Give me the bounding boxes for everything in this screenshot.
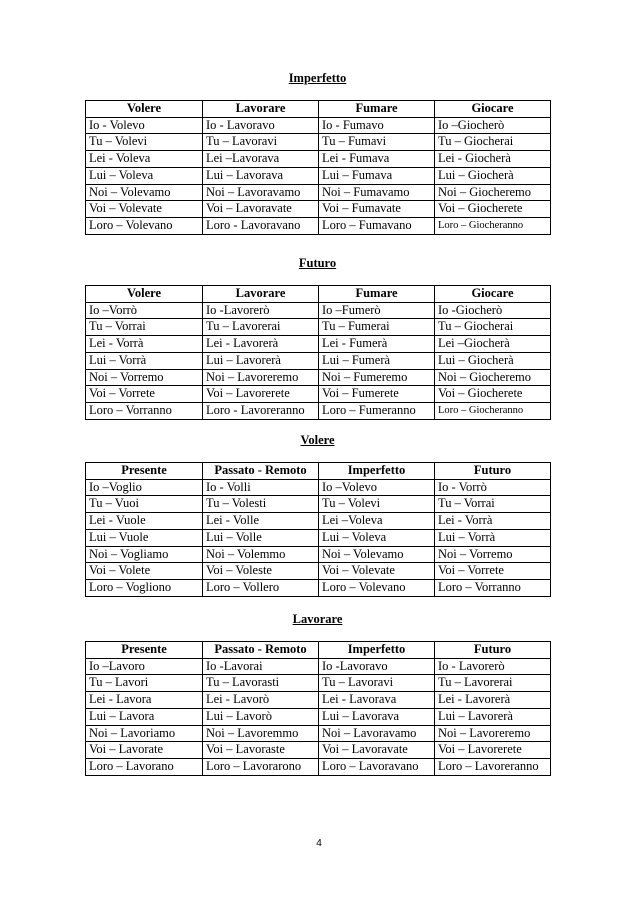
- table-row: [86, 184, 551, 201]
- table-row: [86, 117, 551, 134]
- table-cell: Lui – Lavorò: [203, 708, 319, 725]
- table-row: [86, 386, 551, 403]
- table-row: [86, 725, 551, 742]
- table-row: [86, 217, 551, 234]
- table-cell: Lui – Vorrà: [86, 352, 203, 369]
- table-cell: Tu – Lavorerai: [203, 319, 319, 336]
- table-cell: Loro – Volevano: [319, 579, 435, 596]
- table-cell: Io -Giocherò: [435, 302, 551, 319]
- table-cell: Loro – Vogliono: [86, 579, 203, 596]
- table-cell: Lei - Volle: [203, 513, 319, 530]
- table-cell: Io –Fumerò: [319, 302, 435, 319]
- table-cell: Noi – Vogliamo: [86, 546, 203, 563]
- column-header: Lavorare: [203, 286, 319, 303]
- table-cell: Loro – Vorranno: [435, 579, 551, 596]
- table-cell: Lui – Lavorava: [319, 708, 435, 725]
- table-cell: Tu – Fumerai: [319, 319, 435, 336]
- table-cell: Voi – Fumerete: [319, 386, 435, 403]
- table-row: [86, 151, 551, 168]
- table-cell: Lei - Vorrà: [86, 336, 203, 353]
- table-cell: Lei –Voleva: [319, 513, 435, 530]
- table-cell: Lui – Voleva: [319, 529, 435, 546]
- column-header: Imperfetto: [319, 642, 435, 659]
- conjugation-table: [85, 100, 551, 235]
- table-cell: Lei - Lavora: [86, 692, 203, 709]
- table-header-row: [86, 642, 551, 659]
- table-cell: Noi – Lavoreremo: [203, 369, 319, 386]
- table-cell: Io -Lavorerò: [203, 302, 319, 319]
- table-row: [86, 758, 551, 775]
- table-cell: Tu – Vuoi: [86, 496, 203, 513]
- table-cell: Lui – Lavorerà: [203, 352, 319, 369]
- table-cell: Lui – Voleva: [86, 167, 203, 184]
- table-cell: Noi – Giocheremo: [435, 184, 551, 201]
- table-cell: Lui – Giocherà: [435, 167, 551, 184]
- column-header: Volere: [86, 286, 203, 303]
- section-futuro: [85, 256, 550, 420]
- table-row: [86, 658, 551, 675]
- table-row: [86, 579, 551, 596]
- table-cell: Noi – Vorremo: [86, 369, 203, 386]
- table-row: [86, 336, 551, 353]
- table-cell: Tu – Lavori: [86, 675, 203, 692]
- table-cell: Tu – Volesti: [203, 496, 319, 513]
- table-cell: Tu – Lavoravi: [319, 675, 435, 692]
- column-header: Lavorare: [203, 101, 319, 118]
- table-row: [86, 134, 551, 151]
- table-cell: Loro – Lavorano: [86, 758, 203, 775]
- table-row: [86, 167, 551, 184]
- table-cell: Lei –Lavorava: [203, 151, 319, 168]
- column-header: Volere: [86, 101, 203, 118]
- table-cell: Tu – Lavoravi: [203, 134, 319, 151]
- table-cell: Loro – Lavorarono: [203, 758, 319, 775]
- table-cell: Tu – Fumavi: [319, 134, 435, 151]
- column-header: Futuro: [435, 642, 551, 659]
- column-header: Passato - Remoto: [203, 463, 319, 480]
- table-row: [86, 529, 551, 546]
- table-cell: Voi – Volevate: [86, 201, 203, 218]
- conjugation-table: [85, 462, 551, 597]
- table-cell: Noi – Fumeremo: [319, 369, 435, 386]
- table-cell: Loro – Giocheranno: [435, 402, 551, 419]
- table-cell: Voi – Lavoravate: [203, 201, 319, 218]
- table-cell: Io - Fumavo: [319, 117, 435, 134]
- table-cell: Io –Lavoro: [86, 658, 203, 675]
- table-cell: Lui – Vuole: [86, 529, 203, 546]
- table-header-row: [86, 286, 551, 303]
- table-cell: Lei - Lavorerà: [435, 692, 551, 709]
- table-row: [86, 302, 551, 319]
- column-header: Imperfetto: [319, 463, 435, 480]
- table-cell: Noi – Lavoreremo: [435, 725, 551, 742]
- table-cell: Voi – Lavorate: [86, 742, 203, 759]
- table-cell: Voi – Volevate: [319, 563, 435, 580]
- column-header: Futuro: [435, 463, 551, 480]
- table-cell: Voi – Vorrete: [435, 563, 551, 580]
- table-cell: Noi – Volemmo: [203, 546, 319, 563]
- table-row: [86, 402, 551, 419]
- table-cell: Lui – Fumerà: [319, 352, 435, 369]
- page-number: 4: [316, 838, 322, 849]
- table-cell: Io –Vorrò: [86, 302, 203, 319]
- table-cell: Voi – Volete: [86, 563, 203, 580]
- table-cell: Lei - Vuole: [86, 513, 203, 530]
- table-cell: Io –Giocherò: [435, 117, 551, 134]
- table-cell: Voi – Giocherete: [435, 201, 551, 218]
- table-cell: Tu – Volevi: [319, 496, 435, 513]
- section-lavorare: [85, 612, 550, 776]
- table-cell: Noi – Lavoravamo: [319, 725, 435, 742]
- table-cell: Loro – Fumavano: [319, 217, 435, 234]
- table-cell: Io -Lavoravo: [319, 658, 435, 675]
- table-cell: Noi – Lavoravamo: [203, 184, 319, 201]
- table-cell: Voi – Vorrete: [86, 386, 203, 403]
- table-row: [86, 692, 551, 709]
- table-cell: Lui – Lavorava: [203, 167, 319, 184]
- table-cell: Loro – Fumeranno: [319, 402, 435, 419]
- conjugation-table: [85, 285, 551, 420]
- table-cell: Voi – Lavoraste: [203, 742, 319, 759]
- table-cell: Io - Volli: [203, 479, 319, 496]
- table-cell: Noi – Lavoremmo: [203, 725, 319, 742]
- table-cell: Tu – Vorrai: [435, 496, 551, 513]
- table-cell: Io - Lavorerò: [435, 658, 551, 675]
- section-title: Futuro: [298, 256, 337, 270]
- table-row: [86, 496, 551, 513]
- table-cell: Lei - Fumava: [319, 151, 435, 168]
- table-cell: Voi – Fumavate: [319, 201, 435, 218]
- table-cell: Tu – Giocherai: [435, 319, 551, 336]
- table-cell: Tu – Giocherai: [435, 134, 551, 151]
- table-cell: Voi – Giocherete: [435, 386, 551, 403]
- table-cell: Io - Vorrò: [435, 479, 551, 496]
- section-imperfetto: [85, 71, 550, 235]
- table-cell: Tu – Lavorerai: [435, 675, 551, 692]
- column-header: Fumare: [319, 286, 435, 303]
- table-row: [86, 513, 551, 530]
- table-row: [86, 708, 551, 725]
- table-row: [86, 319, 551, 336]
- section-title: Imperfetto: [288, 71, 347, 85]
- column-header: Passato - Remoto: [203, 642, 319, 659]
- table-cell: Voi – Lavorerete: [435, 742, 551, 759]
- table-row: [86, 479, 551, 496]
- table-cell: Lui – Volle: [203, 529, 319, 546]
- table-cell: Tu – Vorrai: [86, 319, 203, 336]
- table-cell: Lei - Lavorerà: [203, 336, 319, 353]
- table-header-row: [86, 101, 551, 118]
- table-cell: Voi – Lavoravate: [319, 742, 435, 759]
- table-cell: Lei - Lavorava: [319, 692, 435, 709]
- table-cell: Loro – Lavoravano: [319, 758, 435, 775]
- column-header: Giocare: [435, 101, 551, 118]
- table-cell: Io -Lavorai: [203, 658, 319, 675]
- table-cell: Tu – Lavorasti: [203, 675, 319, 692]
- table-row: [86, 742, 551, 759]
- table-cell: Loro – Giocheranno: [435, 217, 551, 234]
- table-cell: Loro – Volevano: [86, 217, 203, 234]
- table-cell: Lei - Voleva: [86, 151, 203, 168]
- table-cell: Noi – Volevamo: [86, 184, 203, 201]
- table-cell: Io –Volevo: [319, 479, 435, 496]
- column-header: Fumare: [319, 101, 435, 118]
- table-cell: Voi – Voleste: [203, 563, 319, 580]
- table-row: [86, 675, 551, 692]
- table-cell: Lei –Giocherà: [435, 336, 551, 353]
- table-cell: Lui – Lavora: [86, 708, 203, 725]
- table-cell: Voi – Lavorerete: [203, 386, 319, 403]
- table-cell: Noi – Fumavamo: [319, 184, 435, 201]
- conjugation-table: [85, 641, 551, 776]
- table-cell: Noi – Giocheremo: [435, 369, 551, 386]
- table-cell: Io –Voglio: [86, 479, 203, 496]
- section-title: Volere: [300, 433, 335, 447]
- section-title: Lavorare: [292, 612, 343, 626]
- table-cell: Lei - Vorrà: [435, 513, 551, 530]
- table-row: [86, 546, 551, 563]
- table-cell: Noi – Volevamo: [319, 546, 435, 563]
- table-row: [86, 369, 551, 386]
- section-volere: [85, 433, 550, 597]
- table-cell: Lei - Giocherà: [435, 151, 551, 168]
- column-header: Presente: [86, 463, 203, 480]
- table-cell: Lui – Lavorerà: [435, 708, 551, 725]
- table-row: [86, 352, 551, 369]
- table-row: [86, 563, 551, 580]
- table-row: [86, 201, 551, 218]
- column-header: Presente: [86, 642, 203, 659]
- table-cell: Lui – Vorrà: [435, 529, 551, 546]
- table-cell: Loro – Vollero: [203, 579, 319, 596]
- table-cell: Loro - Lavoreranno: [203, 402, 319, 419]
- table-cell: Lui – Fumava: [319, 167, 435, 184]
- table-header-row: [86, 463, 551, 480]
- column-header: Giocare: [435, 286, 551, 303]
- table-cell: Noi – Vorremo: [435, 546, 551, 563]
- table-cell: Io - Lavoravo: [203, 117, 319, 134]
- table-cell: Noi – Lavoriamo: [86, 725, 203, 742]
- table-cell: Lei - Fumerà: [319, 336, 435, 353]
- table-cell: Lui – Giocherà: [435, 352, 551, 369]
- table-cell: Tu – Volevi: [86, 134, 203, 151]
- table-cell: Loro – Lavoreranno: [435, 758, 551, 775]
- table-cell: Loro - Lavoravano: [203, 217, 319, 234]
- table-cell: Lei - Lavorò: [203, 692, 319, 709]
- table-cell: Io - Volevo: [86, 117, 203, 134]
- table-cell: Loro – Vorranno: [86, 402, 203, 419]
